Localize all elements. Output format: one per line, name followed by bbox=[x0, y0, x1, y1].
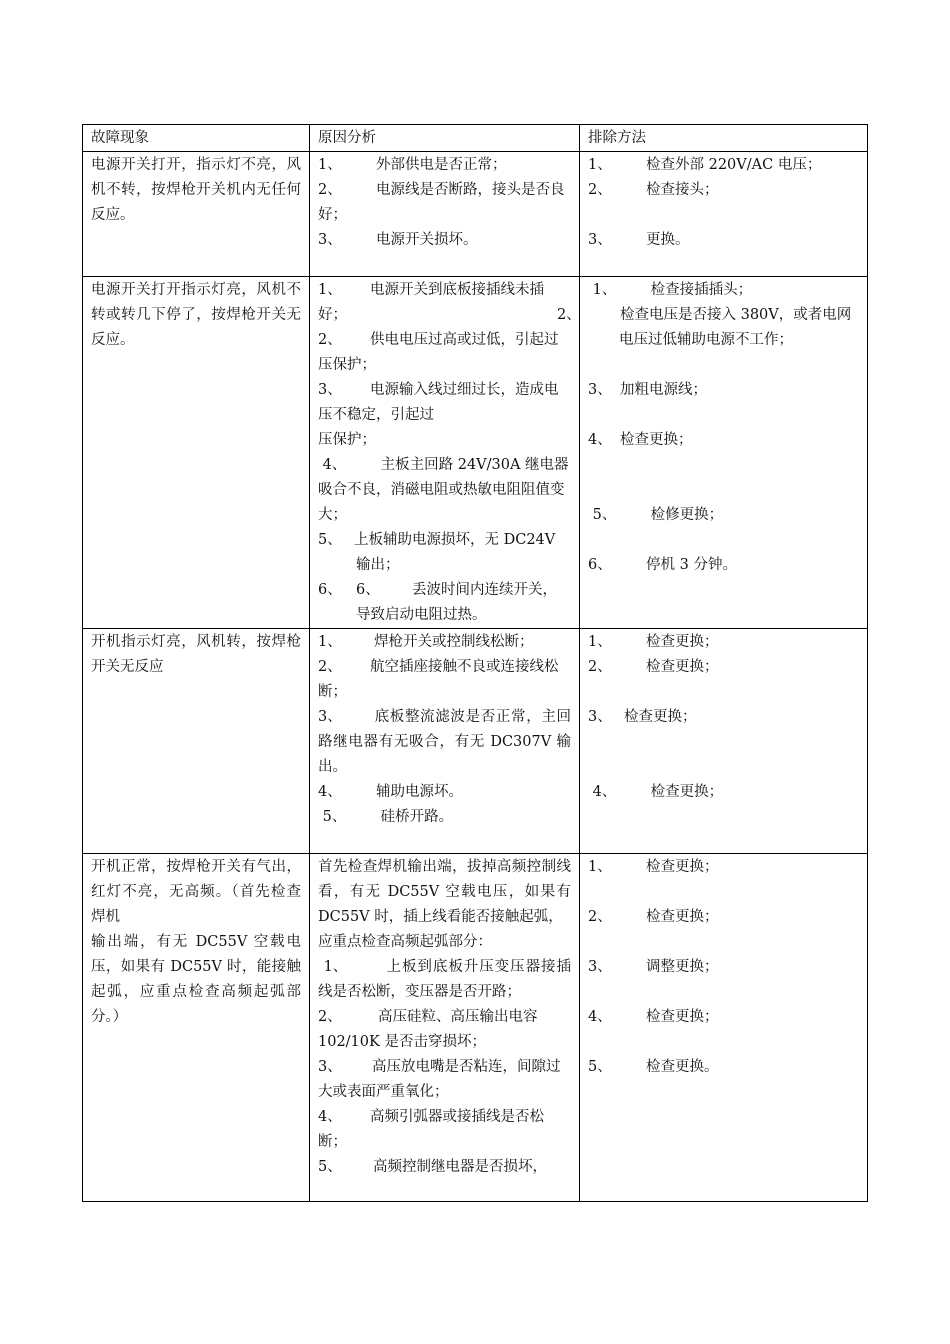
symptom-text: 输出端，有无 DC55V 空载电压，如果有 DC55V 时，能接触起弧，应重点检查高频起弧部分。） bbox=[91, 934, 301, 1025]
symptom-text: 电源开关打开指示灯亮，风机不转或转几下停了，按焊枪开关无反应。 bbox=[91, 282, 301, 348]
fix-item: 1、 检查更换； bbox=[588, 859, 719, 875]
fault-table bbox=[82, 124, 868, 1202]
fix-item: 1、 检查更换； bbox=[588, 634, 719, 650]
symptom-cell bbox=[83, 152, 310, 277]
table-row bbox=[83, 629, 868, 854]
fix-item: 2、 检查更换； bbox=[588, 909, 719, 925]
header-fix: 排除方法 bbox=[580, 125, 868, 152]
fix-item: 3、 加粗电源线； bbox=[588, 382, 707, 398]
cause-item: 1、 外部供电是否正常； bbox=[318, 157, 507, 173]
cause-item: 1、 焊枪开关或控制线松断； bbox=[318, 634, 534, 650]
fix-item: 2、 检查更换； bbox=[588, 659, 719, 675]
table-header-row bbox=[83, 125, 868, 152]
fix-item: 5、 检修更换； bbox=[592, 507, 724, 523]
cause-item: 2、 航空插座接触不良或连接线松断； bbox=[318, 659, 559, 700]
cause-cell bbox=[310, 277, 580, 629]
fix-cell bbox=[557, 277, 868, 629]
cause-item: 5、 硅桥开路。 bbox=[322, 809, 454, 825]
fix-item: 3、 检查更换； bbox=[588, 709, 697, 725]
table-row bbox=[83, 152, 868, 277]
cause-intro: 应重点检查高频起弧部分： bbox=[318, 934, 492, 950]
table-row bbox=[83, 277, 868, 629]
fix-item: 3、 调整更换； bbox=[588, 959, 719, 975]
cause-item-tail: 压保护； bbox=[318, 432, 376, 448]
fix-item: 2、 检查接头； bbox=[588, 182, 719, 198]
cause-item: 1、 上板到底板升压变压器接插线是否松断，变压器是否开路； bbox=[318, 959, 571, 1000]
table-row bbox=[83, 854, 868, 1202]
fix-item: 1、 检查外部 220V/AC 电压； bbox=[588, 157, 822, 173]
fix-cell bbox=[580, 152, 868, 277]
cause-item: 6、 6、 丢波时间内连续开关， bbox=[318, 582, 557, 598]
cause-item: 3、 底板整流滤波是否正常，主回路继电器有无吸合，有无 DC307V 输出。 bbox=[318, 709, 571, 775]
cause-item-tail: 输出； bbox=[356, 557, 400, 573]
fix-item: 4、 检查更换； bbox=[592, 784, 724, 800]
header-symptom: 故障现象 bbox=[83, 125, 310, 152]
fix-cell bbox=[580, 854, 868, 1202]
fix-item: 3、 更换。 bbox=[588, 232, 690, 248]
fix-item: 4、 检查更换； bbox=[588, 432, 693, 448]
fix-cell bbox=[580, 629, 868, 854]
cause-item: 4、 高频引弧器或接插线是否松断； bbox=[318, 1109, 544, 1150]
cause-item: 3、 电源开关损坏。 bbox=[318, 232, 478, 248]
cause-item: 3、 高压放电嘴是否粘连，间隙过大或表面严重氧化； bbox=[318, 1059, 561, 1100]
symptom-cell bbox=[83, 854, 310, 1202]
header-cause: 原因分析 bbox=[310, 125, 580, 152]
fix-item: 5、 检查更换。 bbox=[588, 1059, 719, 1075]
cause-item: 5、 高频控制继电器是否损坏， bbox=[318, 1159, 547, 1175]
cause-item: 2、 高压硅粒、高压输出电容 102/10K 是否击穿损坏； bbox=[318, 1009, 538, 1050]
symptom-text: 开机指示灯亮，风机转，按焊枪开关无反应 bbox=[91, 634, 301, 675]
symptom-text: 开机正常，按焊枪开关有气出，红灯不亮，无高频。（首先检查焊机 bbox=[91, 859, 301, 925]
cause-item: 4、 辅助电源坏。 bbox=[318, 784, 463, 800]
cause-item: 4、 主板主回路 24V/30A 继电器吸合不良，消磁电阻或热敏电阻阻值变大； bbox=[318, 457, 569, 523]
fix-item: 6、 停机 3 分钟。 bbox=[588, 557, 737, 573]
cause-cell bbox=[310, 629, 580, 854]
cause-cell bbox=[310, 152, 580, 277]
symptom-cell bbox=[83, 277, 310, 629]
fix-item: 1、 检查接插插头； bbox=[592, 282, 753, 298]
cause-item-tail: 导致启动电阻过热。 bbox=[356, 607, 487, 623]
cause-item: 3、 电源输入线过细过长，造成电压不稳定，引起过 bbox=[318, 382, 559, 423]
fix-item: 2、 检查电压是否接入 380V，或者电网电压过低辅助电源不工作； bbox=[557, 307, 852, 348]
symptom-text: 电源开关打开，指示灯不亮，风机不转，按焊枪开关机内无任何反应。 bbox=[91, 157, 301, 223]
fix-item: 4、 检查更换； bbox=[588, 1009, 719, 1025]
cause-item: 2、 供电电压过高或过低，引起过压保护； bbox=[318, 332, 559, 373]
symptom-cell bbox=[83, 629, 310, 854]
cause-cell bbox=[310, 854, 580, 1202]
cause-item: 1、 电源开关到底板接插线未插好； bbox=[318, 282, 544, 323]
cause-item: 5、 上板辅助电源损坏，无 DC24V bbox=[318, 532, 556, 548]
cause-item: 2、 电源线是否断路，接头是否良好； bbox=[318, 182, 565, 223]
cause-intro: 首先检查焊机输出端，拔掉高频控制线看，有无 DC55V 空载电压，如果有 DC55V 时，插上线看能否接触起弧， bbox=[318, 859, 571, 925]
